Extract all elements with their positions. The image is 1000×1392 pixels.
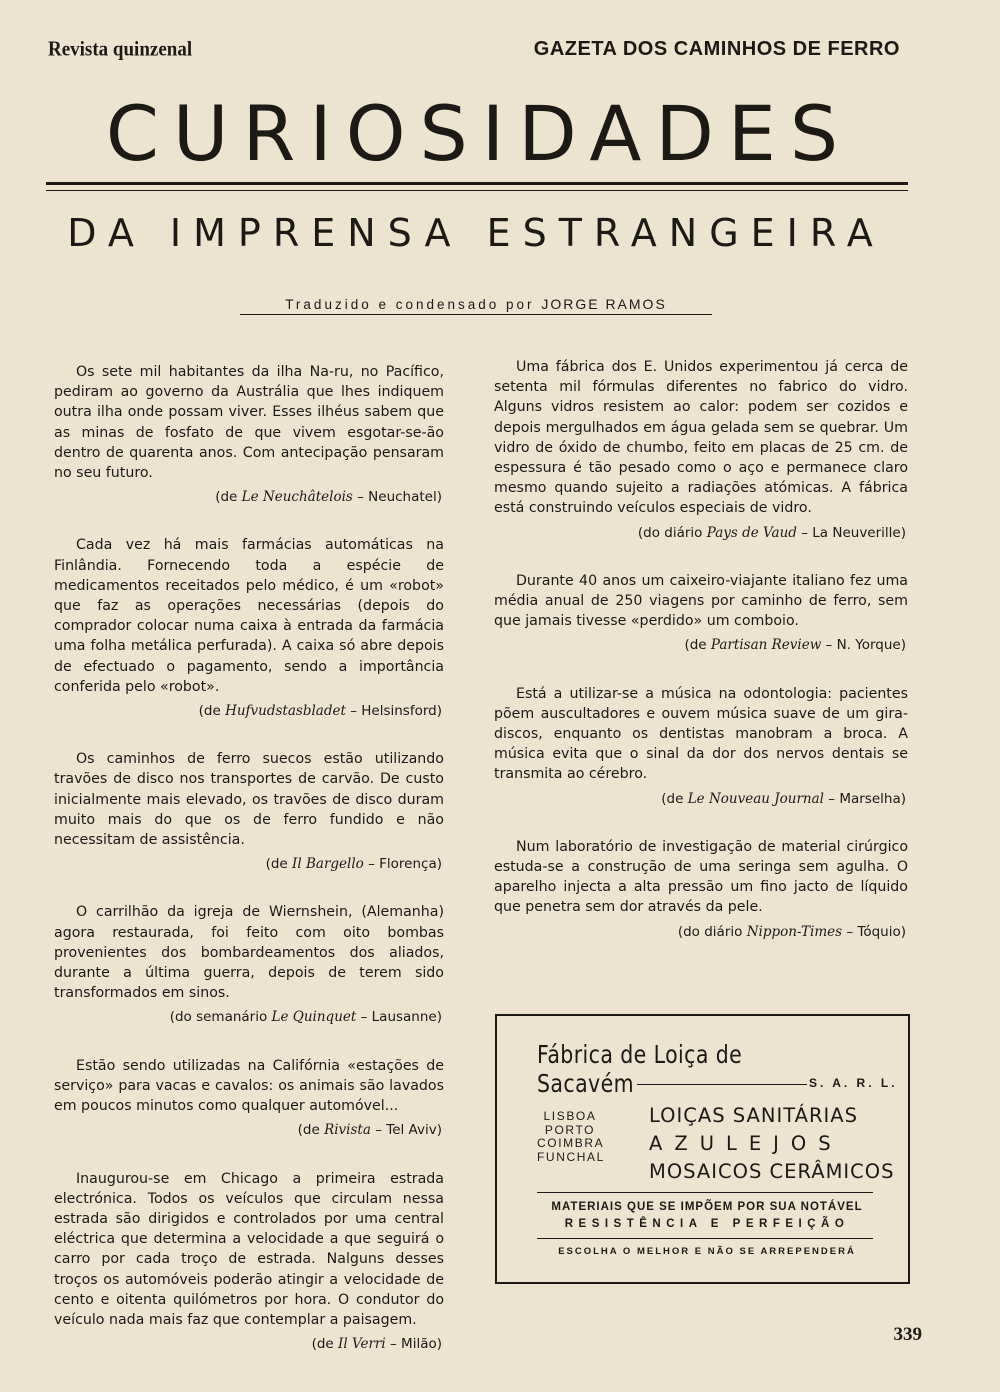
running-head [48, 38, 900, 61]
title-rule-thick [46, 182, 908, 185]
source-prefix: (de [684, 637, 707, 654]
ad-cities [537, 1110, 603, 1164]
news-source [54, 854, 444, 874]
news-item [494, 684, 908, 809]
news-source [494, 922, 908, 942]
source-place: – Neuchatel) [357, 489, 442, 506]
news-item [494, 571, 908, 656]
news-text: Durante 40 anos um caixeiro-viajante italiano fez uma média anual de 250 viagens por caminho de ferro, sem que jamais tivesse «perdido» um comboio. [494, 572, 908, 630]
news-source [54, 487, 444, 507]
source-place: – Marselha) [828, 790, 906, 807]
news-source [54, 1334, 444, 1354]
byline-author: JORGE RAMOS [541, 296, 667, 312]
news-item [54, 1169, 444, 1355]
source-prefix: (de [661, 790, 684, 807]
source-place: – Lausanne) [360, 1009, 442, 1026]
source-prefix: (do semanário [169, 1009, 268, 1026]
source-publication: Hufvudstasbladet [225, 703, 346, 720]
ad-tagline-line: RESISTÊNCIA E PERFEIÇÃO [564, 1218, 850, 1230]
source-prefix: (de [311, 1336, 334, 1353]
source-prefix: (de [297, 1122, 320, 1139]
ad-tagline [537, 1199, 877, 1233]
ad-slogan: ESCOLHA O MELHOR E NÃO SE ARREPENDERÁ [558, 1246, 856, 1257]
ad-company-rule [637, 1084, 807, 1085]
news-text: Uma fábrica dos E. Unidos experimentou já cerca de setenta mil fórmulas diferentes no fabrico do vidro. Alguns vidros resistem ao calor: podem ser cozidos e depois mergulhados em água gelada sem se quebrar. Um vidro de óxido de chumbo, feito em placas de 25 cm. de espessura é tão pesado como o aço e permanece claro mesmo quando sujeito a radiações atómicas. A fábrica está construindo veículos especiais de vidro. [494, 359, 908, 517]
byline-prefix: Traduzido e condensado por [285, 297, 535, 312]
news-source [494, 523, 908, 543]
news-text: Os caminhos de ferro suecos estão utilizando travões de disco nos transportes de carvão. De custo inicialmente mais elevado, os travões de disco duram muito mais do que os de ferro fundido e não necessitam de assistência. [54, 751, 444, 849]
source-publication: Le Neuchâtelois [241, 489, 353, 506]
header-left: Revista quinzenal [48, 37, 193, 61]
source-place: – Florença) [368, 856, 442, 873]
news-text: Inaugurou-se em Chicago a primeira estrada electrónica. Todos os veículos que circulam nessa estrada são dirigidos e controlados por uma central eléctrica que determina a velocidade a que seguirá o carro por cada troço de estrada. Nalguns desses troços os automóveis poderão atingir a velocidade de cento e oitenta quilómetros por hora. O condutor do veículo nada mais faz que contemplar a paisagem. [54, 1170, 444, 1328]
news-text: Num laboratório de investigação de material cirúrgico estuda-se a construção de uma seringa sem agulha. O aparelho injecta a alta pressão um fino jacto de líquido que penetra sem dor através da pele. [494, 838, 908, 916]
news-source [494, 635, 908, 655]
source-publication: Nippon-Times [746, 923, 843, 940]
source-prefix: (de [265, 856, 288, 873]
news-source [494, 789, 908, 809]
news-text: Cada vez há mais farmácias automáticas na Finlândia. Fornecendo toda a espécie de medicamentos receitados pelo médico, é um «robot» que faz as operações necessárias (depois do comprador colocar numa caixa à entrada da farmácia uma folha metálica perfurada). A caixa só abre depois de efectuado o pagamento, sendo a importância conferida pelo «robot». [54, 537, 444, 695]
news-source [54, 701, 444, 721]
source-publication: Pays de Vaud [706, 524, 797, 541]
ad-city: FUNCHAL [537, 1149, 605, 1164]
news-item [54, 902, 444, 1027]
title-rule-thin [46, 190, 908, 191]
source-place: – La Neuverille) [801, 524, 906, 541]
source-place: – Tel Aviv) [375, 1122, 442, 1139]
ad-products [649, 1102, 895, 1186]
news-text: Os sete mil habitantes da ilha Na-ru, no Pacífico, pediram ao governo da Austrália que lhes indiquem outra ilha onde possam viver. Esses ilhéus sabem que as minas de fosfato de que vivem esgotar-se-ão dentro de quarenta anos. Com antecipação pensaram no seu futuro. [54, 364, 444, 482]
source-place: – Helsinsford) [350, 703, 442, 720]
page-title: CURIOSIDADES [105, 89, 853, 178]
source-place: – Tóquio) [846, 923, 906, 940]
ad-sarl: S. A. R. L. [809, 1076, 898, 1090]
ad-divider [537, 1192, 873, 1193]
source-publication: Rivista [324, 1122, 371, 1139]
news-text: O carrilhão da igreja de Wiernshein, (Alemanha) agora restaurada, foi feito com oito bombas provenientes dos bombardeamentos dos aliados, durante a última guerra, depois de terem sido transformados em sinos. [54, 904, 444, 1002]
ad-city: LISBOA [543, 1109, 597, 1123]
source-prefix: (do diário [677, 923, 743, 940]
ad-product: AZULEJOS [649, 1132, 843, 1155]
source-prefix: (do diário [637, 524, 703, 541]
news-item [54, 362, 444, 507]
ad-city: PORTO [544, 1122, 596, 1137]
ad-product: MOSAICOS CERÂMICOS [649, 1160, 895, 1183]
source-publication: Il Verri [338, 1336, 386, 1353]
ad-company-name: Fábrica de Loiça de Sacavém [537, 1040, 743, 1098]
source-place: – Milão) [390, 1336, 442, 1353]
advertisement-box [495, 1014, 910, 1284]
ad-product: LOIÇAS SANITÁRIAS [649, 1104, 858, 1127]
ad-divider [537, 1238, 873, 1239]
news-text: Estão sendo utilizadas na Califórnia «estações de serviço» para vacas e cavalos: os animais são lavados em poucos minutos como qualquer automóvel... [54, 1057, 444, 1115]
page-subtitle: DA IMPRENSA ESTRANGEIRA [67, 211, 885, 255]
news-item [54, 1056, 444, 1141]
news-item [54, 749, 444, 874]
news-item [494, 357, 908, 543]
news-text: Está a utilizar-se a música na odontologia: pacientes põem auscultadores e ouvem música suave de um gira-discos, enquanto os dentistas manobram a broca. A música evita que o sinal da dor dos nervos dentais se transmita ao cérebro. [494, 685, 908, 783]
source-publication: Il Bargello [292, 856, 364, 873]
source-publication: Le Quinquet [271, 1009, 357, 1026]
news-item [494, 837, 908, 942]
left-column [54, 362, 444, 1382]
source-place: – N. Yorque) [825, 637, 906, 654]
header-right: GAZETA DOS CAMINHOS DE FERRO [533, 38, 900, 60]
page-number: 339 [893, 1324, 922, 1345]
source-publication: Le Nouveau Journal [687, 790, 824, 807]
ad-city: COIMBRA [537, 1136, 605, 1150]
byline [240, 296, 712, 315]
source-prefix: (de [198, 703, 221, 720]
right-column [494, 357, 908, 970]
news-item [54, 535, 444, 721]
source-prefix: (de [215, 489, 238, 506]
source-publication: Partisan Review [710, 637, 822, 654]
ad-tagline-line: MATERIAIS QUE SE IMPÕEM POR SUA NOTÁVEL [551, 1201, 863, 1213]
news-source [54, 1007, 444, 1027]
news-source [54, 1120, 444, 1140]
